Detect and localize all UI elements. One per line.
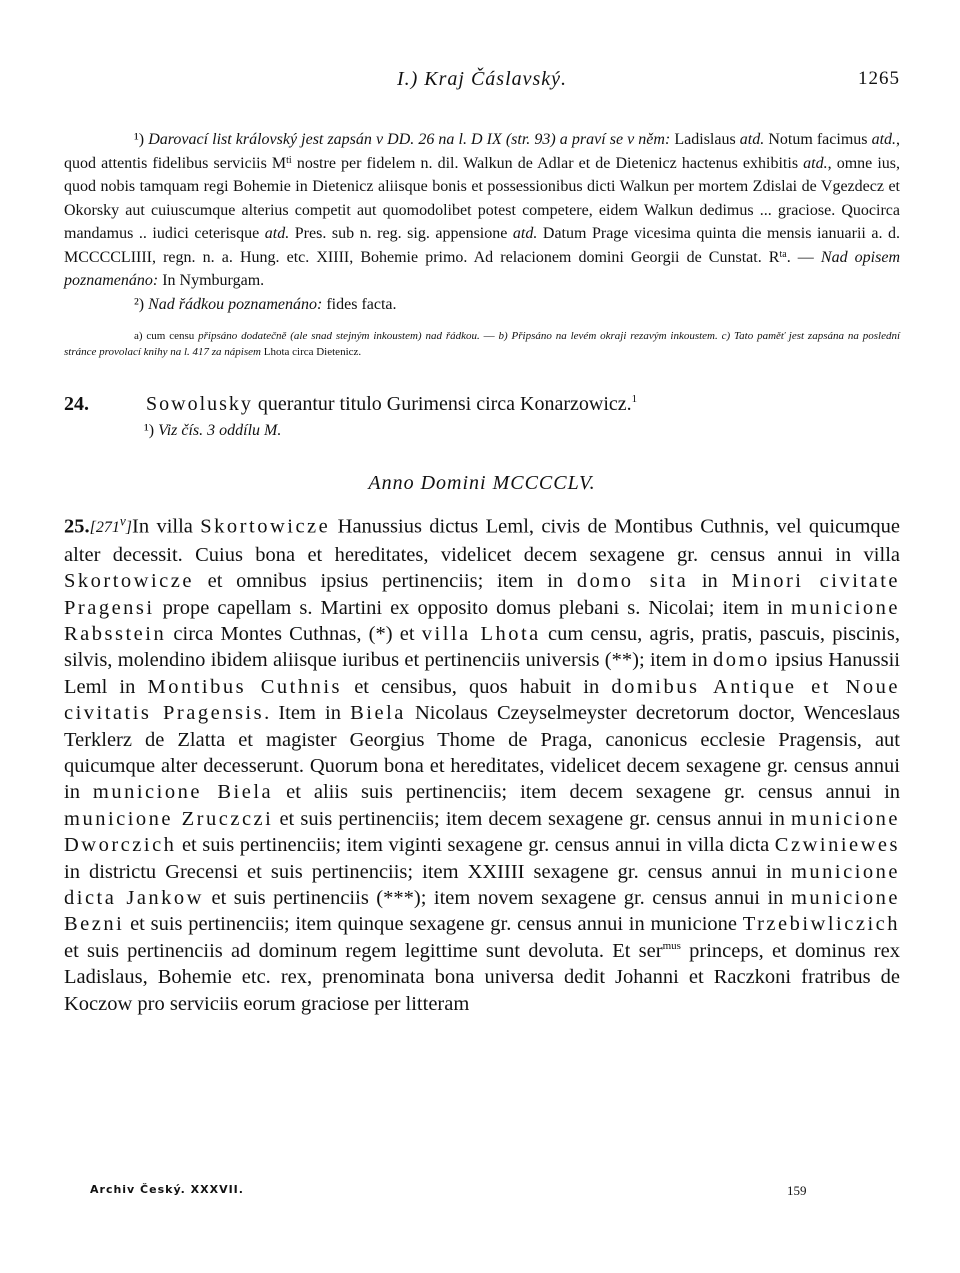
signature-mark: Archiv Český. XXXVII.: [90, 1183, 244, 1196]
year-heading: Anno Domini MCCCCLV.: [368, 472, 596, 494]
folio-reference: [271$^v$]: [89, 514, 133, 537]
entry-number: 25.: [64, 515, 90, 538]
footnote-2: ²) Nad řádkou poznamenáno: fides facta.: [134, 295, 397, 313]
running-head: [64, 60, 900, 100]
entry-25: 25.[271$^v$]In villa Skortowicze Hanussius dictus Leml, civis de Montibus Cuthnis, vel quicumque alter decessit. Cuius bona et hereditates, videlicet decem sexagene gr. census annui in villa Skortowicze et omnibus ipsius pertinenciis; item in domo sita in Minori civitate Pragensi prope capellam s. Martini ex opposito domus plebani s. Nicolai; item in municione Rabsstein circa Montes Cuthnas, (*) et villa Lhota cum censu, agris, pratis, pascuis, piscinis, silvis, molendino ibidem aliisque iuribus et pertinenciis universis (**); item in domo ipsius Hanussii Leml in Montibus Cuthnis et censibus, quos habuit in domibus Antique et Noue civitatis Pragensis. Item in Biela Nicolaus Czeyselmeyster decretorum doctor, Wenceslaus Terklerz de Zlatta et magister Georgius Thome de Praga, canonicus ecclesie Pragensis, aut quicumque alter decesserunt. Quorum bona et hereditates, videlicet decem sexagene gr. census annui in municione Biela et aliis suis pertinenciis; item decem sexagene gr. census annui in municione Zruczczi et suis pertinenciis; item decem sexagene gr. census annui in municione Dworczich et suis pertinenciis; item viginti sexagene gr. census annui in villa dicta Czwiniewes in districtu Grecensi et suis pertinenciis; item XXIIII sexagene gr. census annui in municione dicta Jankow et suis pertinenciis (***); item novem sexagene gr. census annui in municione Bezni et suis pertinenciis; item quinque sexagene gr. census annui in municione Trzebiwliczich et suis pertinenciis ad dominum regem legittime sunt devoluta. Et ser$^{mus}$ princeps, et dominus rex Ladislaus, Bohemie etc. rex, prenominata bona universa dedit Johanni et Raczkoni fratribus de Koczow pro serviciis eorum graciose per litteram: [64, 514, 901, 1015]
running-title: I.) Kraj Čáslavský.: [396, 68, 568, 90]
page-footer: [90, 1183, 960, 1203]
page-number: 1265: [858, 68, 900, 89]
footnotes-block: [64, 128, 900, 360]
critical-notes: a) cum censu připsáno dodatečně (ale snad stejným inkoustem) nad řádkou. — b) Připsáno na levém okraji rezavým inkoustem. c) Tato paměť jest zapsána na poslední stránce provolací knihy na l. 417 za nápisem Lhota circa Dietenicz.: [64, 330, 901, 358]
entry-24-text: Sowolusky querantur titulo Gurimensi circa Konarzowicz.$^1$: [146, 393, 638, 415]
entry-24-note: ¹) Viz čís. 3 oddílu M.: [144, 422, 282, 439]
sheet-number: 159: [787, 1183, 807, 1198]
entry-number: 24.: [64, 393, 89, 415]
footnote-1: ¹) Darovací list královský jest zapsán v DD. 26 na l. D IX (str. 93) a praví se v něm: Ladislaus atd. Notum facimus atd., quod attentis fidelibus serviciis $M^{ti}$ nostre per fidelem n. dil. Walkun de Adlar et de Dietenicz hactenus exhibitis atd., omne ius, quod nobis tamquam regi Bohemie in Dietenicz aliisque bonis et possessionibus dicti Walkun per mortem Zdislai de Vgezdecz et Okorsky aut cuiuscumque alterius competit aut quomodolibet potest competere, eidem Walkun dedimus ... graciose. Quocirca mandamus .. iudici ceterisque atd. Pres. sub n. reg. sig. appensione atd. Datum Prage vicesima quinta die mensis ianuarii a. d. MCCCCLIIII, regn. n. a. Hung. etc. XIIII, Bohemie primo. Ad relacionem domini Georgii de Cunstat. $R^{ta}$. — Nad opisem poznamenáno: In Nymburgam.: [64, 131, 901, 289]
entry-24: [64, 390, 900, 442]
document-page: [64, 60, 900, 1017]
